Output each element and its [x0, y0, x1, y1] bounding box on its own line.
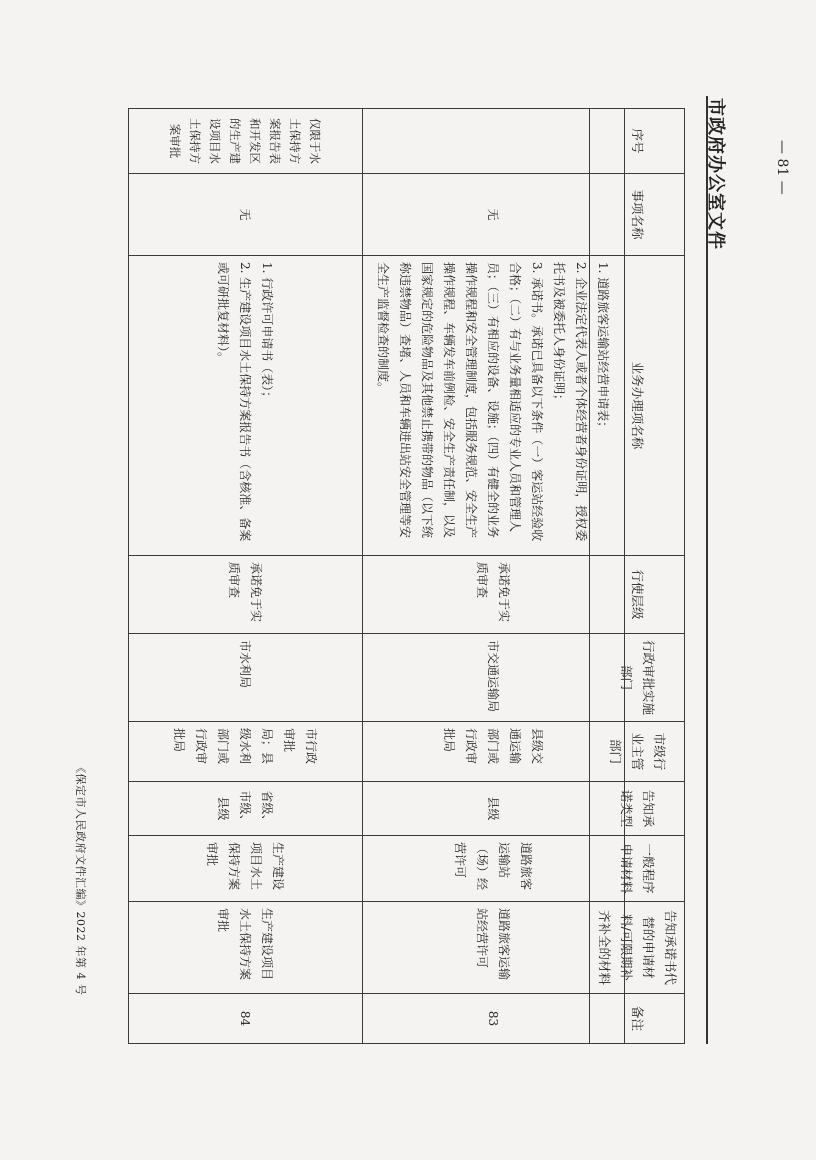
col-header-item-name: 事项名称 — [590, 174, 685, 256]
material-item: 1. 行政许可申请书（表）； — [260, 262, 275, 404]
cell-replaced: 无 — [129, 174, 363, 256]
cell-authority: 市交通运输局 — [363, 634, 625, 722]
cell-item-name: 生产建设项目水土保持方案审批 — [129, 902, 363, 994]
table-header-row — [590, 109, 685, 1044]
col-header-seq: 序号 — [590, 109, 685, 174]
col-header-dept: 行政审批实施部门 — [590, 634, 685, 722]
cell-item-name: 道路旅客运输站经营许可 — [363, 902, 625, 994]
cell-replaced: 无 — [363, 174, 625, 256]
cell-authority: 市水利局 — [129, 634, 363, 722]
document-header-title: 市政府办公室文件 — [705, 98, 726, 250]
cell-level: 县级 — [363, 782, 625, 836]
cell-type: 承诺免于实质审查 — [129, 556, 363, 634]
material-item: 2. 企业法定代表人或者个体经营者身份证明，授权委托书及被委托人身份证明； — [552, 262, 589, 542]
cell-level: 省级、市级、县级 — [129, 782, 363, 836]
cell-seq: 84 — [129, 994, 363, 1044]
col-header-replaced-materials: 告知承诺书代替的申请材料/可限期补齐补全的材料 — [590, 902, 685, 994]
col-header-materials: 一般程序申请材料 — [590, 836, 685, 902]
material-item: 2. 生产建设项目水土保持方案报告书（含核准、备案或可研批复材料）。 — [216, 262, 253, 542]
material-item: 3. 承诺书。承诺已具备以下条件（一）客运站经验收合格；（二）有与业务量相适应的专业人员和管理人员；（三）有相应的设备、设施；（四）有健全的业务操作规程和安全管理制度，包括服务规范、安全生产操作规程、车辆发车前例检、安全生产责任制，以及国家规定的危险物品及其他禁止携带的物品（以下统称违禁物品）查堵、人员和车辆进出站安全管理等安全生产监督检查的制度。 — [376, 262, 545, 542]
col-header-business-name: 业务办理项名称 — [590, 256, 685, 556]
cell-type: 承诺免于实质审查 — [363, 556, 625, 634]
col-header-level: 行使层级 — [590, 556, 685, 634]
cell-note: 仅限于水土保持方案报告表和开发区的生产建设项目水土保持方案审批 — [129, 109, 363, 174]
cell-dept: 市行政审批局；县级水利部门或行政审批局 — [129, 722, 363, 782]
col-header-commitment-type: 告知承诺类型 — [590, 782, 685, 836]
cell-seq: 83 — [363, 994, 625, 1044]
cell-business-name: 生产建设项目水土保持方案审批 — [129, 836, 363, 902]
page-number: — 81 — — [774, 140, 790, 195]
col-header-remark: 备注 — [590, 994, 685, 1044]
material-item: 1. 道路旅客运输站经营申请表； — [596, 262, 611, 434]
cell-business-name: 道路旅客运输站（场）经营许可 — [363, 836, 625, 902]
cell-dept: 县级交通运输部门或行政审批局 — [363, 722, 625, 782]
publication-header: 《保定市人民政府文件汇编》2022 年第 4 号 — [74, 762, 87, 996]
approval-items-table — [589, 108, 685, 1044]
header-rule — [706, 96, 708, 1044]
col-header-authority: 市级行业主管部门 — [590, 722, 685, 782]
